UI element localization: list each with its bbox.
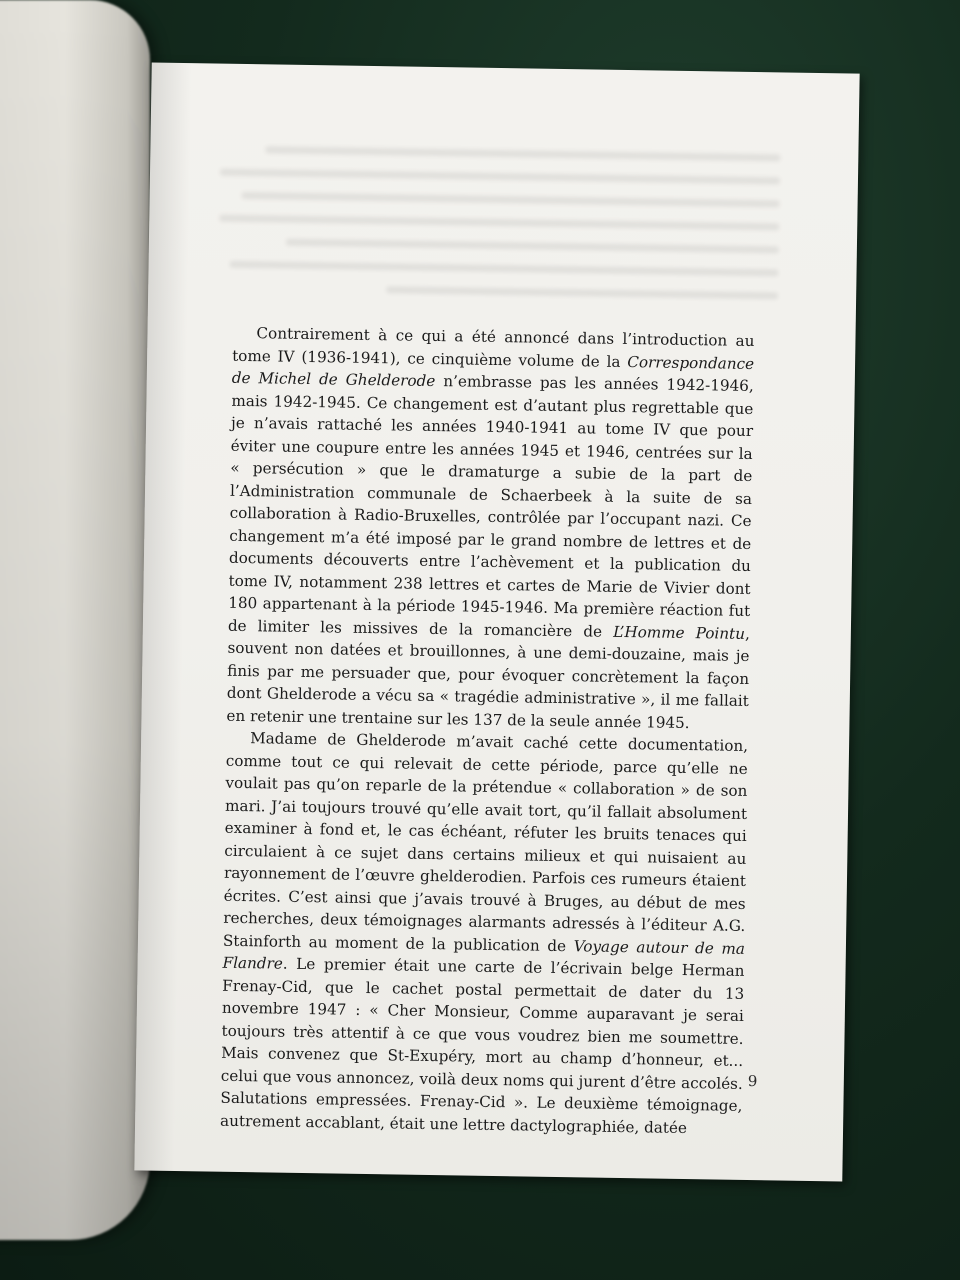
text-run: , souvent non datées et brouillonnes, à une demi-douzaine, mais je finis par me persuader que, pour évoquer concrètement la façon dont Ghelderode a vécu sa « tragédie administrative », il me fallait en retenir une trentaine sur les 137 de la seule année 1945. [226, 624, 751, 732]
italic-title: L’Homme Pointu [613, 622, 746, 643]
show-through-text [218, 146, 780, 315]
left-page-shadow [0, 0, 150, 1240]
text-run: Madame de Ghelderode m’avait caché cette documentation, comme tout ce qui relevait de cette période, parce qu’elle ne voulait pas qu’on reparle de la prétendue « collaboration » de son mari. J’ai toujours trouvé qu’elle avait tort, qu’il fallait absolument examiner à fond et, le cas échéant, réfuter les bruits tenaces qui circulaient à ce sujet dans certains milieux et qui nuisaient au rayonnement de l’œuvre ghelderodien. Parfois ces rumeurs étaient écrites. C’est ainsi que j’avais trouvé à Bruges, au début de mes recherches, deux témoignages alarmants adressés à l’éditeur A.G. Stainforth au moment de la publication de [222, 729, 749, 955]
italic-title: Voyage autour de ma Flandre [222, 936, 746, 973]
body-text [220, 322, 755, 1140]
paragraph-2 [220, 727, 748, 1140]
text-run: n’embrasse pas les années 1942-1946, mais 1942-1945. Ce changement est d’autant plus regrettable que je n’avais rattaché les années 1940-1941 au tome IV que pour éviter une coupure entre les années 1945 et 1946, centrées sur la « persécution » que le dramaturge a subie de la part de l’Administration communale de Schaerbeek à la suite de sa collaboration à Radio-Bruxelles, contrôlée par l’occupant nazi. Ce changement m’a été imposé par le grand nombre de lettres et de documents découverts entre l’achèvement et la publication du tome IV, notamment 238 lettres et cartes de Marie de Vivier dont 180 appartenant à la période 1945-1946. Ma première réaction fut de limiter les missives de la romancière de [227, 372, 754, 641]
page-number: 9 [747, 1071, 758, 1091]
left-facing-page [0, 0, 150, 1240]
text-run: . Le premier était une carte de l’écrivain belge Herman Frenay-Cid, que le cachet postal permettait de dater du 13 novembre 1947 : « Cher Monsieur, Comme auparavant je serai toujours très attentif à ce que vous voudrez bien me soumettre. Mais convenez que St-Exupéry, mort au champ d’honneur, et... celui que vous annoncez, voilà deux noms qui jurent d’être accolés. Salutations empressées. Frenay-Cid ». Le deuxième témoignage, autrement accablant, était une lettre dactylographiée, datée [219, 954, 745, 1137]
paragraph-1 [226, 322, 754, 735]
text-run: Contrairement à ce qui a été annoncé dans l’introduction au tome IV (1936-1941), ce cinquième volume de la [232, 324, 755, 371]
book-page [134, 63, 859, 1182]
italic-title: Correspondance de Michel de Ghelderode [231, 352, 755, 391]
